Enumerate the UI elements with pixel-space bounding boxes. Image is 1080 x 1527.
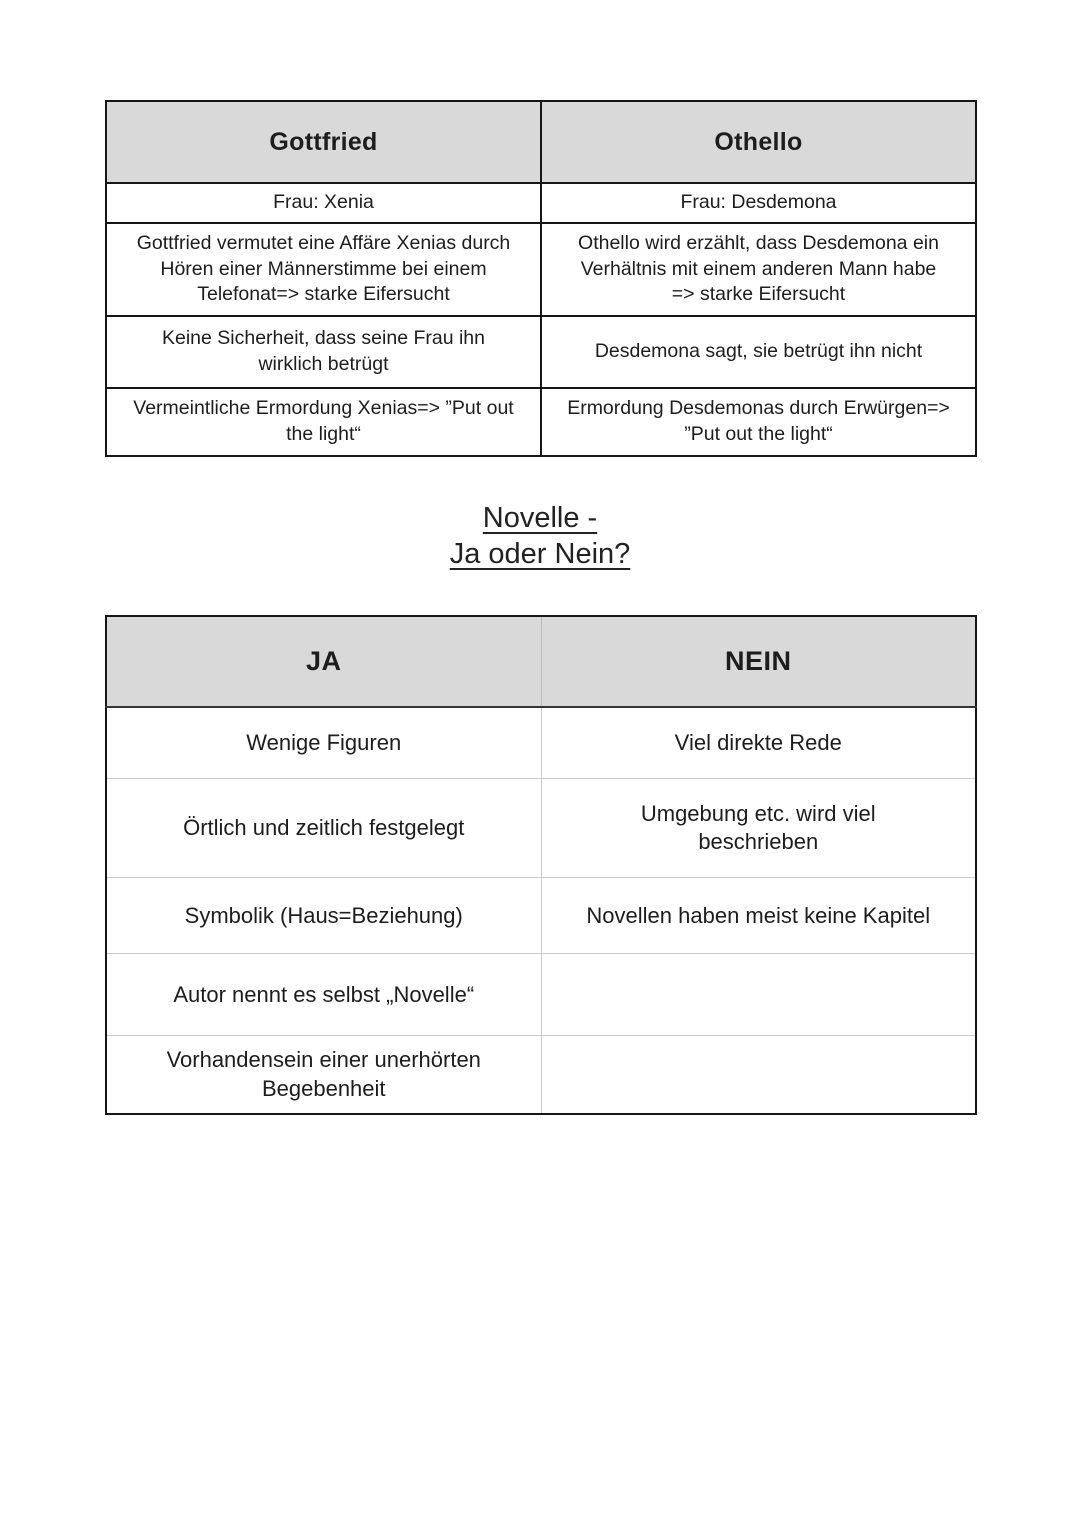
table-cell: Gottfried vermutet eine Affäre Xenias durch Hören einer Männerstimme bei einem Telefonat=> starke Eifersucht	[106, 223, 541, 316]
table-row	[106, 707, 976, 779]
decision-header-row	[106, 616, 976, 707]
decision-table	[105, 615, 977, 1115]
comparison-header-othello: Othello	[541, 101, 976, 183]
table-cell: Novellen haben meist keine Kapitel	[541, 878, 976, 954]
comparison-table	[105, 100, 977, 457]
table-cell: Desdemona sagt, sie betrügt ihn nicht	[541, 316, 976, 388]
table-cell: Örtlich und zeitlich festgelegt	[106, 779, 541, 878]
table-cell: Frau: Xenia	[106, 183, 541, 223]
table-row	[106, 954, 976, 1036]
table-cell: Vermeintliche Ermordung Xenias=> ”Put out the light“	[106, 388, 541, 456]
table-cell	[541, 1036, 976, 1114]
table-cell: Keine Sicherheit, dass seine Frau ihn wirklich betrügt	[106, 316, 541, 388]
table-row	[106, 878, 976, 954]
table-row	[106, 779, 976, 878]
table-cell: Umgebung etc. wird viel beschrieben	[541, 779, 976, 878]
decision-header-ja: JA	[106, 616, 541, 707]
table-cell: Othello wird erzählt, dass Desdemona ein Verhältnis mit einem anderen Mann habe => starke Eifersucht	[541, 223, 976, 316]
table-cell: Viel direkte Rede	[541, 707, 976, 779]
table-row	[106, 388, 976, 456]
section-heading-line1: Novelle -	[482, 502, 598, 534]
table-cell	[541, 954, 976, 1036]
section-heading	[0, 501, 1080, 573]
table-cell: Symbolik (Haus=Beziehung)	[106, 878, 541, 954]
table-cell: Wenige Figuren	[106, 707, 541, 779]
table-cell: Vorhandensein einer unerhörten Begebenheit	[106, 1036, 541, 1114]
table-cell: Frau: Desdemona	[541, 183, 976, 223]
decision-header-nein: NEIN	[541, 616, 976, 707]
table-row	[106, 223, 976, 316]
table-row	[106, 1036, 976, 1114]
comparison-header-row	[106, 101, 976, 183]
table-cell: Ermordung Desdemonas durch Erwürgen=> ”Put out the light“	[541, 388, 976, 456]
table-row	[106, 183, 976, 223]
comparison-header-gottfried: Gottfried	[106, 101, 541, 183]
table-cell: Autor nennt es selbst „Novelle“	[106, 954, 541, 1036]
table-row	[106, 316, 976, 388]
section-heading-line2: Ja oder Nein?	[449, 537, 631, 570]
